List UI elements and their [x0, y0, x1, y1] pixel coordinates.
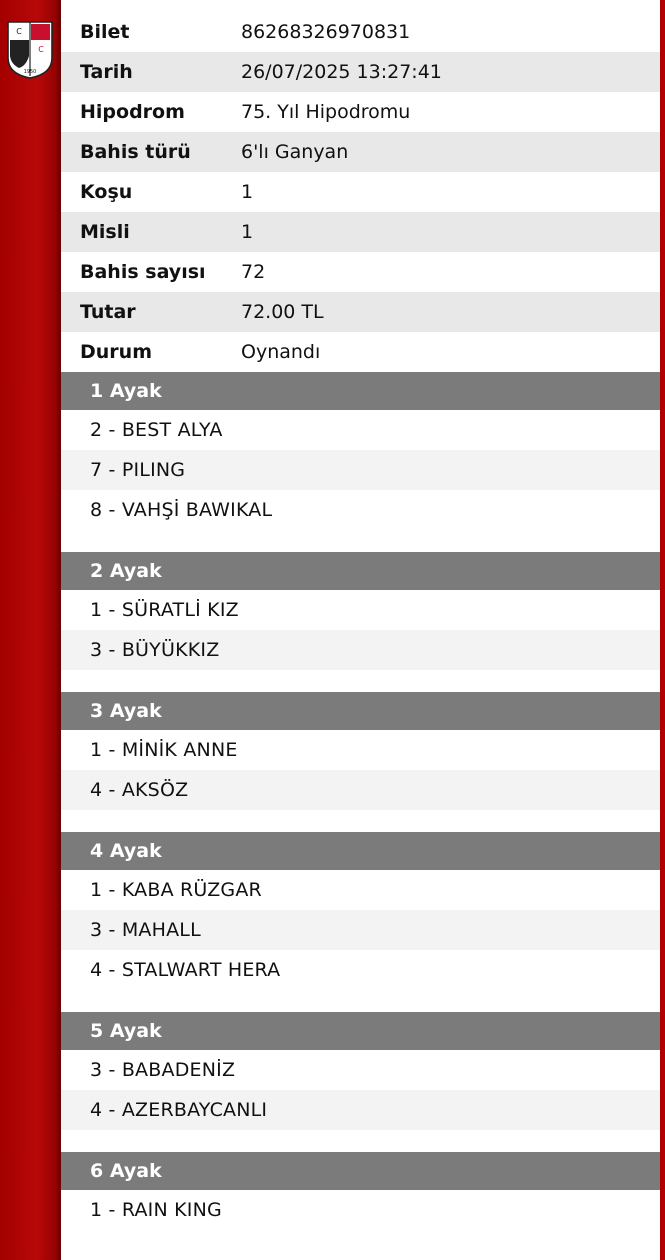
right-edge-bar: [660, 0, 665, 1260]
ticket-row-value: 6'lı Ganyan: [241, 141, 349, 163]
leg-spacer: [61, 1130, 660, 1152]
ticket-row-label: Koşu: [80, 181, 133, 203]
svg-text:1950: 1950: [23, 69, 37, 75]
ticket-row-label: Bahis sayısı: [80, 261, 206, 283]
horse-selection: 4 - AKSÖZ: [61, 770, 660, 810]
svg-text:C: C: [16, 27, 22, 36]
ticket-info-table: [61, 12, 660, 372]
ticket-row: [61, 252, 660, 292]
horse-selection: 1 - SÜRATLİ KIZ: [90, 599, 239, 621]
leg-spacer: [61, 810, 660, 832]
horse-selection: 1 - MİNİK ANNE: [90, 739, 238, 761]
ticket-row: [61, 292, 660, 332]
ticket-row: [61, 92, 660, 132]
ticket-row-value: 86268326970831: [241, 21, 411, 43]
left-sidebar: [0, 0, 61, 1260]
ticket-row-value: 1: [241, 181, 254, 203]
ticket-row-value: 1: [241, 221, 254, 243]
leg-header: 4 Ayak: [61, 832, 660, 870]
leg-header: 2 Ayak: [61, 552, 660, 590]
ticket-row-value: 26/07/2025 13:27:41: [241, 61, 442, 83]
ticket-row-value: Oynandı: [241, 341, 321, 363]
leg-spacer: [61, 670, 660, 692]
ticket-row: [61, 172, 660, 212]
svg-text:C: C: [38, 45, 44, 54]
leg-spacer: [61, 530, 660, 552]
horse-selection: 3 - BÜYÜKKIZ: [61, 630, 660, 670]
horse-selection: 2 - BEST ALYA: [90, 419, 223, 441]
ticket-row: [61, 52, 660, 92]
leg-header: 6 Ayak: [61, 1152, 660, 1190]
club-logo-icon: [6, 20, 54, 80]
leg-header: 1 Ayak: [61, 372, 660, 410]
horse-selection: 7 - PILING: [61, 450, 660, 490]
horse-selection: 3 - MAHALL: [61, 910, 660, 950]
ticket-detail: [61, 12, 660, 1230]
horse-selection: 4 - AZERBAYCANLI: [61, 1090, 660, 1130]
ticket-row-value: 75. Yıl Hipodromu: [241, 101, 411, 123]
ticket-row: [61, 132, 660, 172]
ticket-row-label: Durum: [80, 341, 152, 363]
horse-selection: 8 - VAHŞİ BAWIKAL: [90, 499, 273, 521]
ticket-row-label: Bahis türü: [80, 141, 191, 163]
ticket-row-value: 72.00 TL: [241, 301, 324, 323]
ticket-row-label: Misli: [80, 221, 130, 243]
ticket-row-value: 72: [241, 261, 266, 283]
horse-selection: 1 - RAIN KING: [90, 1199, 222, 1221]
ticket-row: [61, 12, 660, 52]
ticket-row: [61, 212, 660, 252]
legs-list: [61, 372, 660, 1230]
ticket-row-label: Tutar: [80, 301, 136, 323]
leg-header: 3 Ayak: [61, 692, 660, 730]
ticket-row-label: Bilet: [80, 21, 130, 43]
horse-selection: 1 - KABA RÜZGAR: [90, 879, 262, 901]
horse-selection: 4 - STALWART HERA: [90, 959, 281, 981]
leg-header: 5 Ayak: [61, 1012, 660, 1050]
leg-spacer: [61, 990, 660, 1012]
ticket-row: [61, 332, 660, 372]
ticket-row-label: Hipodrom: [80, 101, 185, 123]
horse-selection: 3 - BABADENİZ: [90, 1059, 236, 1081]
ticket-row-label: Tarih: [80, 61, 133, 83]
